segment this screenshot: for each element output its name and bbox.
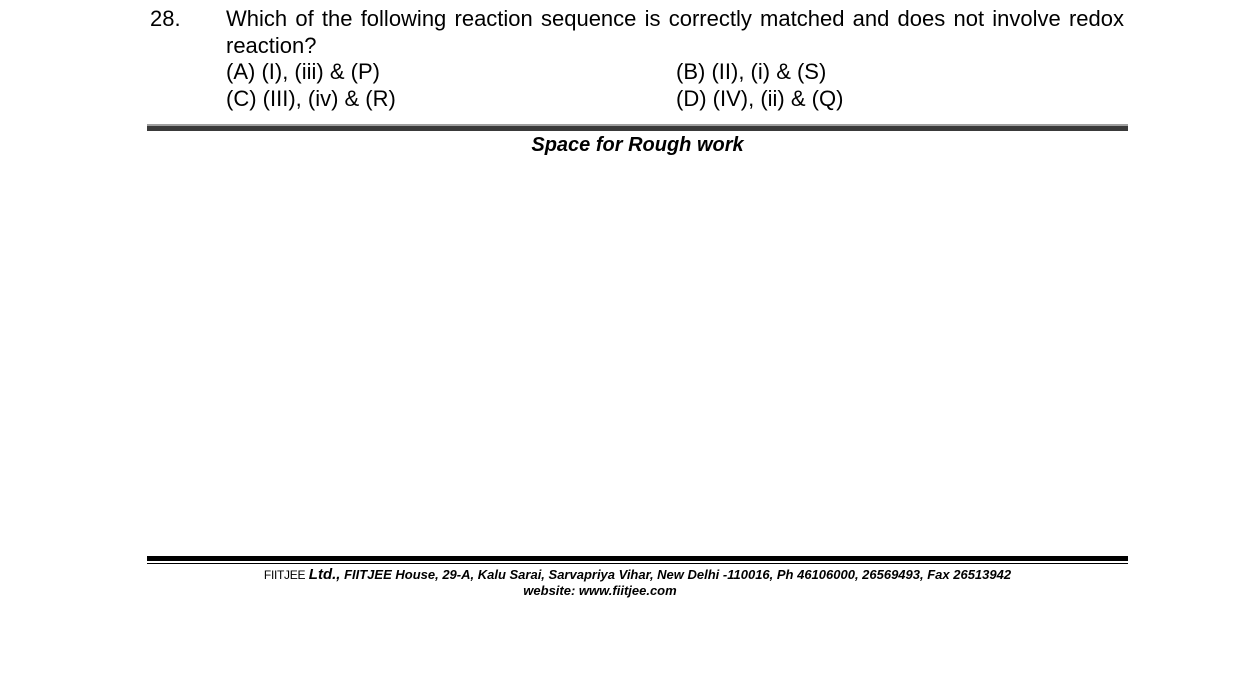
option-c: (C) (III), (iv) & (R): [226, 86, 396, 111]
option-b: (B) (II), (i) & (S): [676, 59, 827, 84]
question-text: Which of the following reaction sequence is correctly matched and does not involve redox reaction?: [226, 6, 1124, 58]
option-a: (A) (I), (iii) & (P): [226, 59, 380, 84]
footer-brand: FIITJEE: [263, 568, 306, 582]
footer-website: website: www.fiitjee.com: [523, 583, 677, 598]
footer-ltd: Ltd.,: [308, 566, 341, 583]
question-number: 28.: [150, 6, 181, 31]
option-d: (D) (IV), (ii) & (Q): [676, 86, 844, 111]
footer-divider: [147, 556, 1128, 564]
rough-work-title: Space for Rough work: [531, 134, 744, 156]
footer-address: FIITJEE House, 29-A, Kalu Sarai, Sarvapriya Vihar, New Delhi -110016, Ph 46106000, 26569493, Fax 26513942: [344, 567, 1012, 582]
footer-address-line: [147, 567, 1128, 583]
top-divider: [147, 124, 1128, 131]
